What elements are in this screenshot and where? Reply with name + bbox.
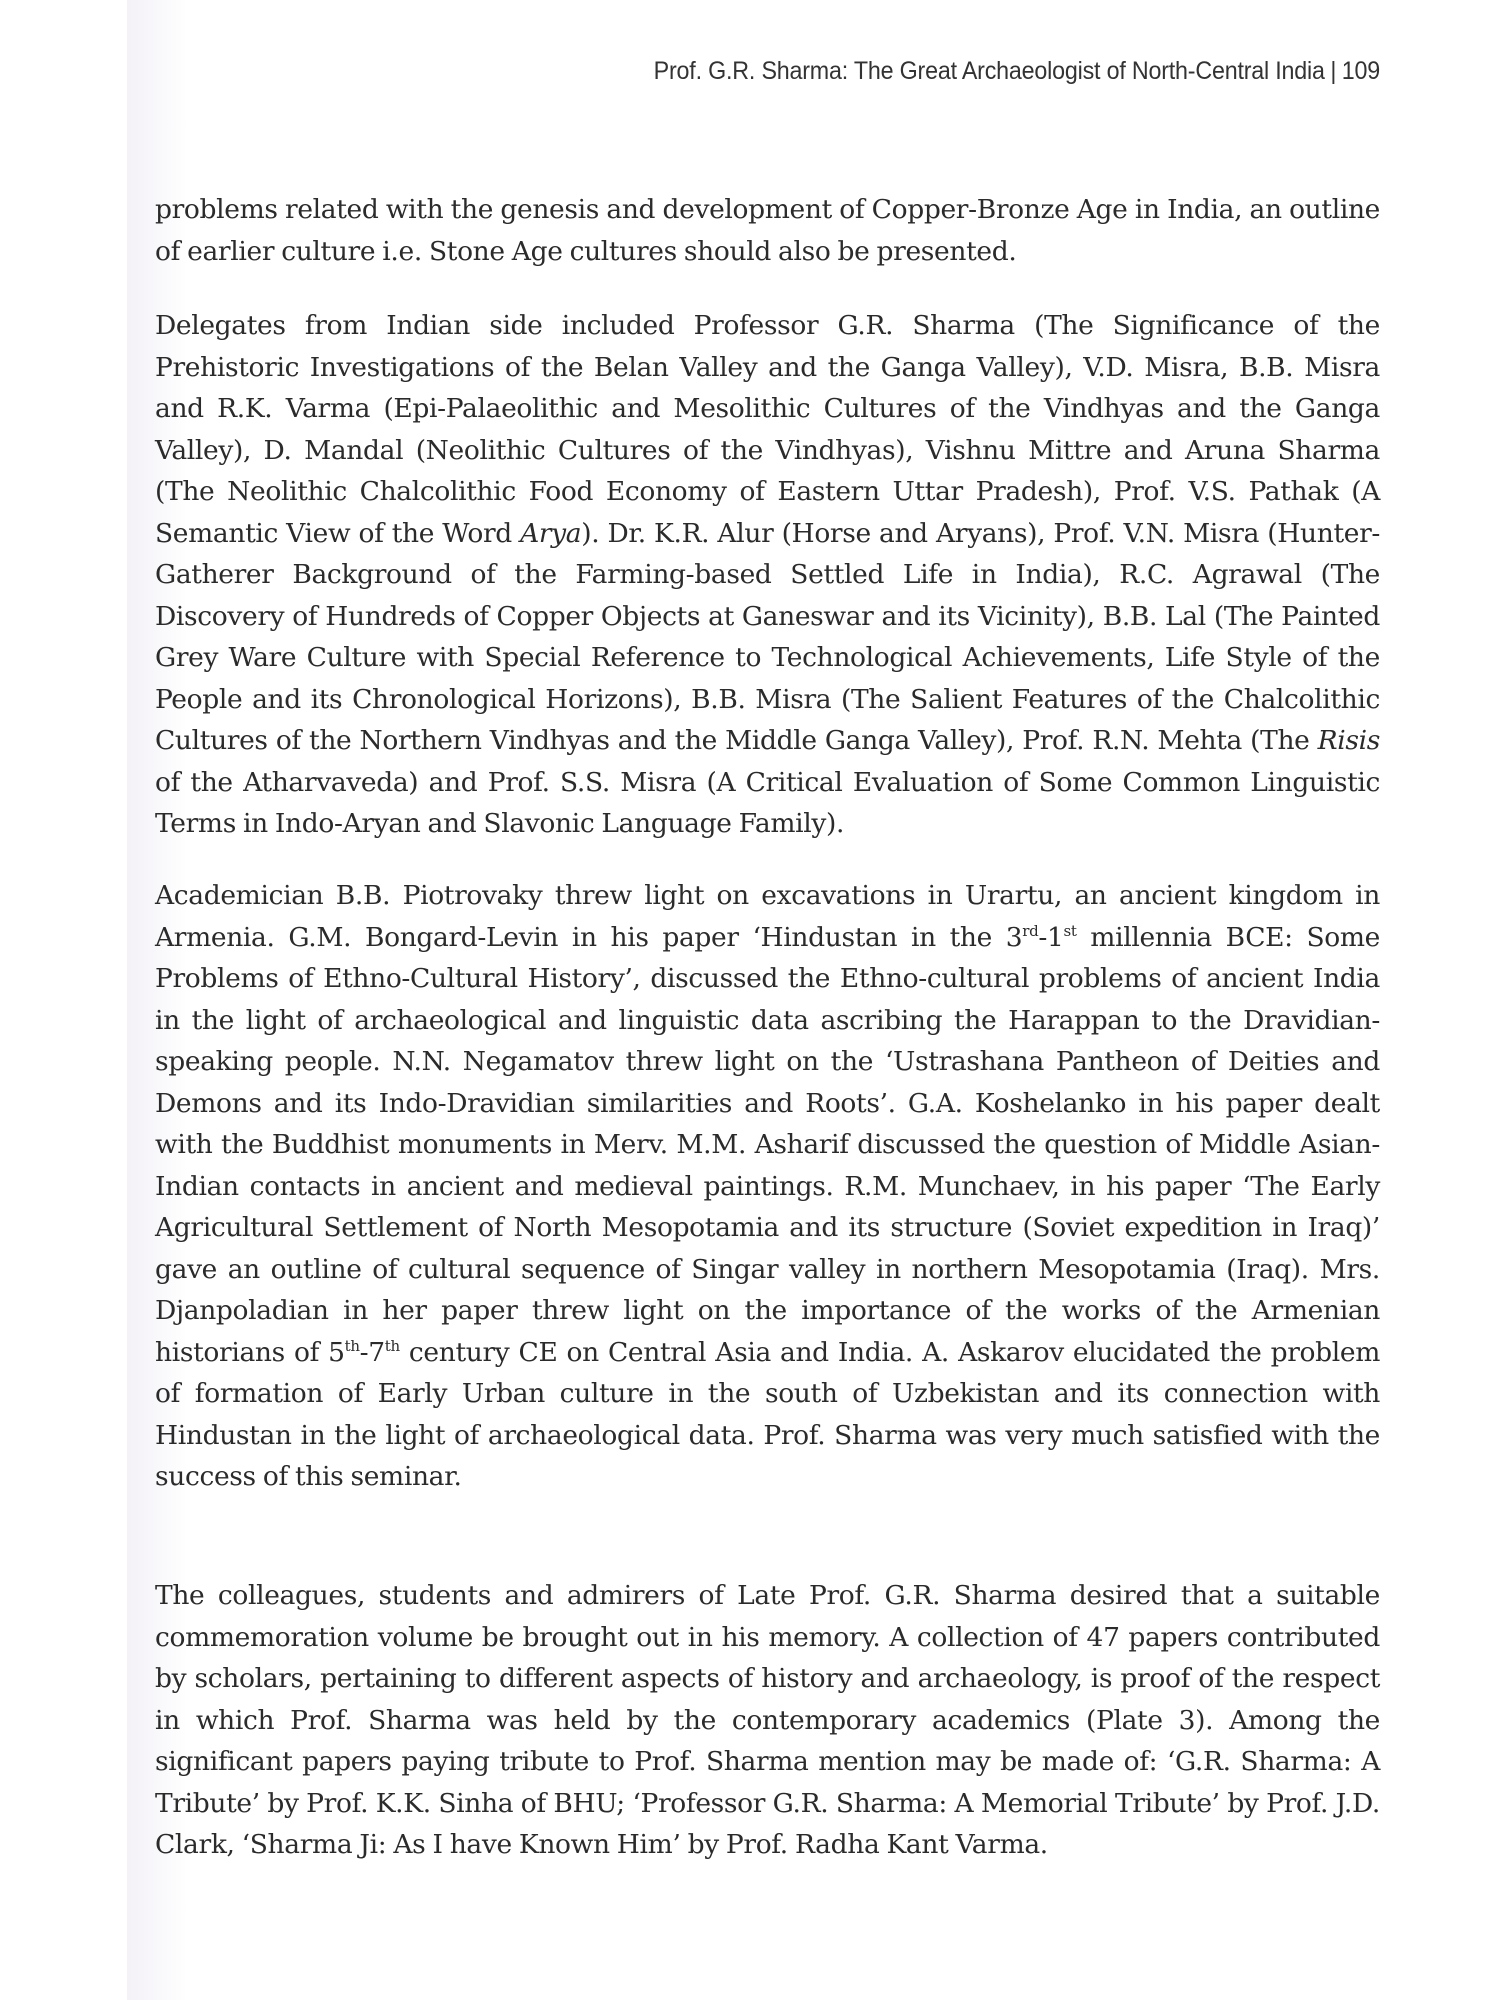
ordinal-superscript: rd	[1022, 921, 1039, 940]
text-run: -1	[1038, 921, 1064, 953]
paragraph-copper-bronze-outline	[155, 189, 1380, 272]
text-run: -7	[359, 1336, 385, 1368]
text-run: of the Atharvaveda) and Prof. S.S. Misra (A Critical Evaluation of Some Common Linguistic Terms in Indo-Aryan and Slavonic Language Family).	[155, 766, 1380, 839]
italic-term: Risis	[1317, 725, 1380, 756]
text-run: problems related with the genesis and development of Copper-Bronze Age in India, an outline of earlier culture i.e. Stone Age cultures should also be presented.	[155, 194, 1380, 267]
paragraph-commemoration-volume	[155, 1575, 1380, 1866]
text-run: The colleagues, students and admirers of Late Prof. G.R. Sharma desired that a suitable commemoration volume be brought out in his memory. A collection of 47 papers contributed by scholars, pertaining to different aspects of history and archaeology, is proof of the respect in which Prof. Sharma was held by the contemporary academics (Plate 3). Among the significant papers paying tribute to Prof. Sharma mention may be made of: ‘G.R. Sharma: A Tribute’ by Prof. K.K. Sinha of BHU; ‘Professor G.R. Sharma: A Memorial Tribute’ by Prof. J.D. Clark, ‘Sharma Ji: As I have Known Him’ by Prof. Radha Kant Varma.	[155, 1580, 1380, 1860]
header-separator: |	[1330, 57, 1337, 85]
book-page	[155, 0, 1380, 2000]
running-title: Prof. G.R. Sharma: The Great Archaeologist of North-Central India	[653, 57, 1325, 85]
text-run: century CE on Central Asia and India. A. Askarov elucidated the problem of formation of Early Urban culture in the south of Uzbekistan and its connection with Hindustan in the light of archaeological data. Prof. Sharma was very much satisfied with the success of this seminar.	[155, 1336, 1381, 1492]
running-header	[654, 57, 1380, 86]
paragraph-soviet-delegates	[155, 875, 1380, 1498]
ordinal-superscript: st	[1063, 921, 1077, 940]
text-run: Academician B.B. Piotrovaky threw light on excavations in Urartu, an ancient kingdom in Armenia. G.M. Bongard-Levin in his paper ‘Hindustan in the 3	[155, 880, 1380, 953]
text-run: ). Dr. K.R. Alur (Horse and Aryans), Prof. V.N. Misra (Hunter-Gatherer Background of the Farming-based Settled Life in India), R.C. Agrawal (The Discovery of Hundreds of Copper Objects at Ganeswar and its Vicinity), B.B. Lal (The Painted Grey Ware Culture with Special Reference to Technological Achievements, Life Style of the People and its Chronological Horizons), B.B. Misra (The Salient Features of the Chalcolithic Cultures of the Northern Vindhyas and the Middle Ganga Valley), Prof. R.N. Mehta (The	[155, 517, 1380, 756]
paragraph-indian-delegates	[155, 305, 1380, 845]
italic-term: Arya	[520, 517, 582, 549]
page-number: 109	[1341, 57, 1380, 85]
ordinal-superscript: th	[344, 1336, 360, 1355]
text-run: Delegates from Indian side included Professor G.R. Sharma (The Significance of the Prehistoric Investigations of the Belan Valley and the Ganga Valley), V.D. Misra, B.B. Misra and R.K. Varma (Epi-Palaeolithic and Mesolithic Cultures of the Vindhyas and the Ganga Valley), D. Mandal (Neolithic Cultures of the Vindhyas), Vishnu Mittre and Aruna Sharma (The Neolithic Chalcolithic Food Economy of Eastern Uttar Pradesh), Prof. V.S. Pathak (A Semantic View of the Word	[155, 310, 1380, 549]
ordinal-superscript: th	[384, 1336, 400, 1355]
text-run: millennia BCE: Some Problems of Ethno-Cultural History’, discussed the Ethno-cultural problems of ancient India in the light of archaeological and linguistic data ascribing the Harappan to the Dravidian-speaking people. N.N. Negamatov threw light on the ‘Ustrashana Pantheon of Deities and Demons and its Indo-Dravidian similarities and Roots’. G.A. Koshelanko in his paper dealt with the Buddhist monuments in Merv. M.M. Asharif discussed the question of Middle Asian-Indian contacts in ancient and medieval paintings. R.M. Munchaev, in his paper ‘The Early Agricultural Settlement of North Mesopotamia and its structure (Soviet expedition in Iraq)’ gave an outline of cultural sequence of Singar valley in northern Mesopotamia (Iraq). Mrs. Djanpoladian in her paper threw light on the importance of the works of the Armenian historians of 5	[155, 921, 1380, 1368]
